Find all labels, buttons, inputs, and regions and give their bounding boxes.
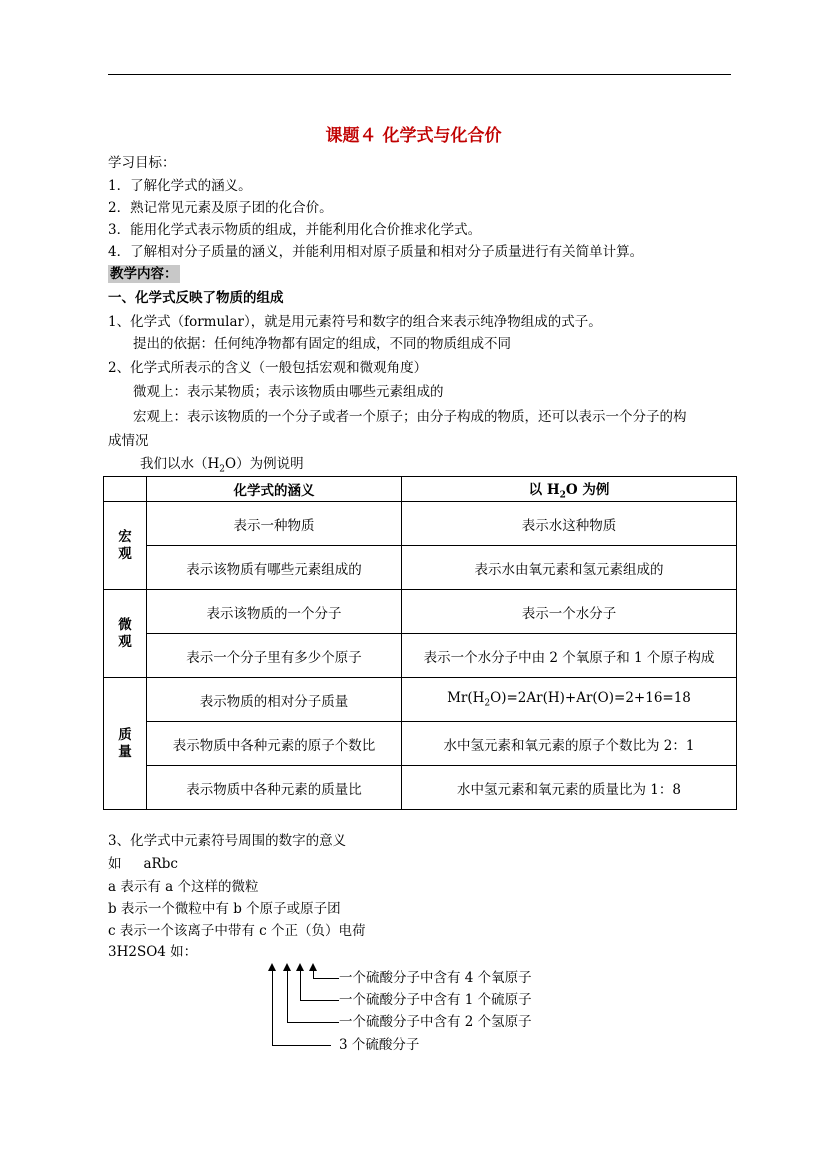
table-cell-example: 水中氢元素和氧元素的原子个数比为 2：1	[402, 722, 737, 766]
formula-example: 如 aRbc	[108, 856, 178, 872]
table-cell-meaning: 表示该物质的一个分子	[147, 590, 402, 634]
line-oxygen-horizontal	[313, 978, 339, 979]
meaning-c: c 表示一个该离子中带有 c 个正（负）电荷	[108, 923, 366, 939]
diagram-label-oxygen: 一个硫酸分子中含有 4 个氧原子	[339, 970, 532, 986]
meaning-a: a 表示有 a 个这样的微粒	[108, 879, 259, 895]
section1-macro-line1: 宏观上：表示该物质的一个分子或者一个原子；由分子构成的物质，还可以表示一个分子的构	[133, 409, 687, 425]
section1-macro-line2: 成情况	[108, 433, 149, 449]
table-row	[104, 722, 737, 766]
table-cell-example: 表示一个水分子	[402, 590, 737, 634]
diagram-label-hydrogen: 一个硫酸分子中含有 2 个氢原子	[339, 1014, 532, 1030]
page-title: 课题４ 化学式与化合价	[325, 126, 502, 146]
table-row	[104, 546, 737, 590]
table-cell-meaning: 表示一个分子里有多少个原子	[147, 634, 402, 678]
content-heading: 教学内容：	[110, 266, 178, 282]
line-hydrogen-vertical	[287, 970, 288, 1022]
formula-meaning-table	[103, 476, 737, 810]
table-cell-meaning: 表示一种物质	[147, 502, 402, 546]
table-row	[104, 502, 737, 546]
table-cell-example: 表示水由氧元素和氢元素组成的	[402, 546, 737, 590]
line-hydrogen-horizontal	[287, 1022, 339, 1023]
objective-item-3: 3．能用化学式表示物质的组成，并能利用化合价推求化学式。	[108, 222, 482, 238]
table-header-empty	[104, 477, 147, 502]
table-cell-meaning: 表示物质的相对分子质量	[147, 678, 402, 722]
group-label-micro: 微 观	[104, 590, 147, 678]
water-example-intro: 我们以水$(H_2O)$为例说明	[140, 456, 304, 475]
objective-item-2: 2．熟记常见元素及原子团的化合价。	[108, 200, 333, 216]
line-sulfur-vertical	[300, 970, 301, 1000]
table-cell-meaning: 表示物质中各种元素的原子个数比	[147, 722, 402, 766]
line-coefficient-vertical	[272, 970, 273, 1045]
table-cell-example: $Mr(H_2O)=2Ar(H)+Ar(O)=2+16=18$	[402, 678, 737, 722]
objective-item-1: 1．了解化学式的涵义。	[108, 178, 252, 194]
table-header-example: 以 $H_2O$ 为例	[402, 477, 737, 502]
section1-paragraph-1: 1、化学式（formular），就是用元素符号和数字的组合来表示纯净物组成的式子。	[108, 314, 602, 330]
line-coefficient-horizontal	[272, 1045, 331, 1046]
objective-item-4: 4．了解相对分子质量的涵义，并能利用相对原子质量和相对分子质量进行有关简单计算。	[108, 244, 644, 260]
section1-basis: 提出的依据：任何纯净物都有固定的组成，不同的物质组成不同	[133, 336, 511, 352]
section3-heading: 3、化学式中元素符号周围的数字的意义	[108, 833, 347, 849]
section1-paragraph-2: 2、化学式所表示的含义（一般包括宏观和微观角度）	[108, 360, 428, 376]
line-oxygen-vertical	[313, 970, 314, 978]
meaning-b: b 表示一个微粒中有 b 个原子或原子团	[108, 901, 341, 917]
group-label-macro: 宏 观	[104, 502, 147, 590]
section1-heading: 一、化学式反映了物质的组成	[108, 290, 284, 306]
header-rule	[108, 74, 731, 75]
table-row	[104, 590, 737, 634]
section1-micro: 微观上：表示某物质；表示该物质由哪些元素组成的	[133, 384, 444, 400]
table-cell-meaning: 表示物质中各种元素的质量比	[147, 766, 402, 810]
table-row	[104, 678, 737, 722]
table-row	[104, 766, 737, 810]
table-cell-example: 表示一个水分子中由 2 个氧原子和 1 个原子构成	[402, 634, 737, 678]
table-cell-meaning: 表示该物质有哪些元素组成的	[147, 546, 402, 590]
table-cell-example: 表示水这种物质	[402, 502, 737, 546]
group-label-mass: 质 量	[104, 678, 147, 810]
diagram-label-molecules: 3 个硫酸分子	[339, 1037, 420, 1053]
diagram-label-sulfur: 一个硫酸分子中含有 1 个硫原子	[339, 992, 532, 1008]
table-header-row	[104, 477, 737, 502]
table-row	[104, 634, 737, 678]
sulfuric-acid-label: 3H2SO4 如：	[108, 944, 198, 960]
objectives-heading: 学习目标：	[108, 155, 176, 171]
line-sulfur-horizontal	[300, 1000, 339, 1001]
table-header-meaning: 化学式的涵义	[147, 477, 402, 502]
table-cell-example: 水中氢元素和氧元素的质量比为 1：8	[402, 766, 737, 810]
